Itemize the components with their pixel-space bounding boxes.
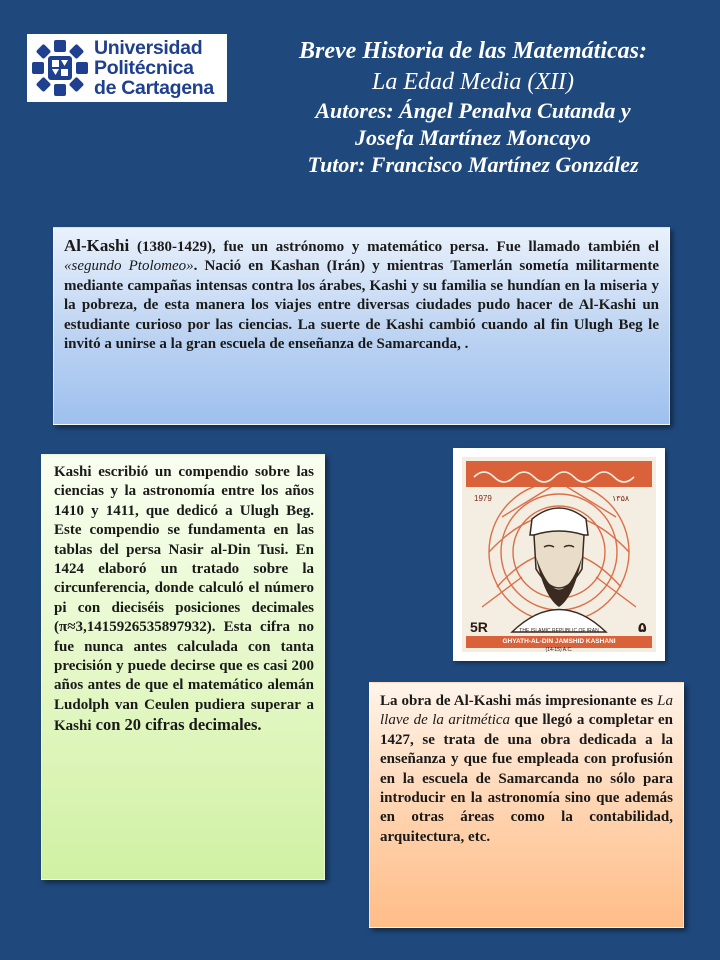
page-subtitle: La Edad Media (XII) <box>372 69 574 95</box>
intro-text-box <box>53 227 670 425</box>
tutor-line: Tutor: Francisco Martínez González <box>307 152 639 177</box>
compendium-text-box <box>41 454 325 880</box>
page-header <box>238 36 708 178</box>
stamp-value: 5R <box>470 619 488 635</box>
stamp-country: THE ISLAMIC REPUBLIC OF IRAN <box>519 628 599 634</box>
intro-text-b: . Nació en Kashan (Irán) y mientras Tamerlán sometía militarmente mediante campañas intensas contra los árabes, Kashi y su familia se hundían en la miseria y la pobreza, de esta manera los viajes entre diversas ciudades pudo hacer de Al-Kashi un estudiante curioso por las ciencias. La suerte de Kashi cambió cuando al fin Ulugh Beg le invitó a unirse a la gran escuela de enseñanza de Samarcanda, . <box>64 258 659 353</box>
work-text-b: que llegó a completar en 1427, se trata de una obra dedicada a la enseñanza y que fue empleada con profusión en la escuela de Samarcanda no sólo para introducir en la astronomía sino que además en otras áreas como la contabilidad, arquitectura, etc. <box>380 712 673 845</box>
logo-line-2: Politécnica <box>94 57 194 79</box>
compendium-ending: con 20 cifras decimales. <box>91 715 262 735</box>
kashi-stamp-image <box>453 448 665 661</box>
logo-line-1: Universidad <box>94 37 203 59</box>
work-italic: La llave de la aritmética <box>380 693 673 729</box>
logo-line-3: de Cartagena <box>94 77 214 99</box>
authors-line-1: Autores: Ángel Penalva Cutanda y <box>315 98 631 123</box>
work-text-box <box>369 682 684 928</box>
stamp-value-farsi: ۵ <box>638 620 647 636</box>
stamp-year-left: 1979 <box>474 494 492 503</box>
stamp-face <box>462 457 656 652</box>
university-logo <box>27 34 227 102</box>
logo-wordmark <box>94 38 214 98</box>
stamp-year-right: ۱۳۵۸ <box>612 494 630 503</box>
stamp-dates: (14-15) A.C. <box>545 647 573 652</box>
intro-name: Al-Kashi <box>64 236 130 255</box>
work-text-a: La obra de Al-Kashi más impresionante es <box>380 693 658 709</box>
upct-emblem-icon <box>30 38 90 98</box>
authors-line-2: Josefa Martínez Moncayo <box>355 125 591 150</box>
intro-italic: «segundo Ptolomeo» <box>64 258 194 275</box>
intro-text-a: (1380-1429), fue un astrónomo y matemático persa. Fue llamado también el <box>129 239 659 255</box>
page-title: Breve Historia de las Matemáticas: <box>299 38 647 64</box>
compendium-text: Kashi escribió un compendio sobre las ciencias y la astronomía entre los años 1410 y 1411, que dedicó a Ulugh Beg. Este compendio se fundamenta en las tablas del persa Nasir al-Din Tusi. En 1424 elaboró un tratado sobre la circunferencia, donde calculó el número pi con dieciséis posiciones decimales (π≈3,1415926535897932). Esta cifra no fue nunca antes calculada con tanta precisión y puede decirse que es casi 200 años antes de que el matemático alemán Ludolph van Ceulen pudiera superar a Kashi <box>54 464 314 735</box>
stamp-artwork <box>462 457 656 652</box>
stamp-caption: GHYATH-AL-DIN JAMSHID KASHANI <box>502 638 616 645</box>
